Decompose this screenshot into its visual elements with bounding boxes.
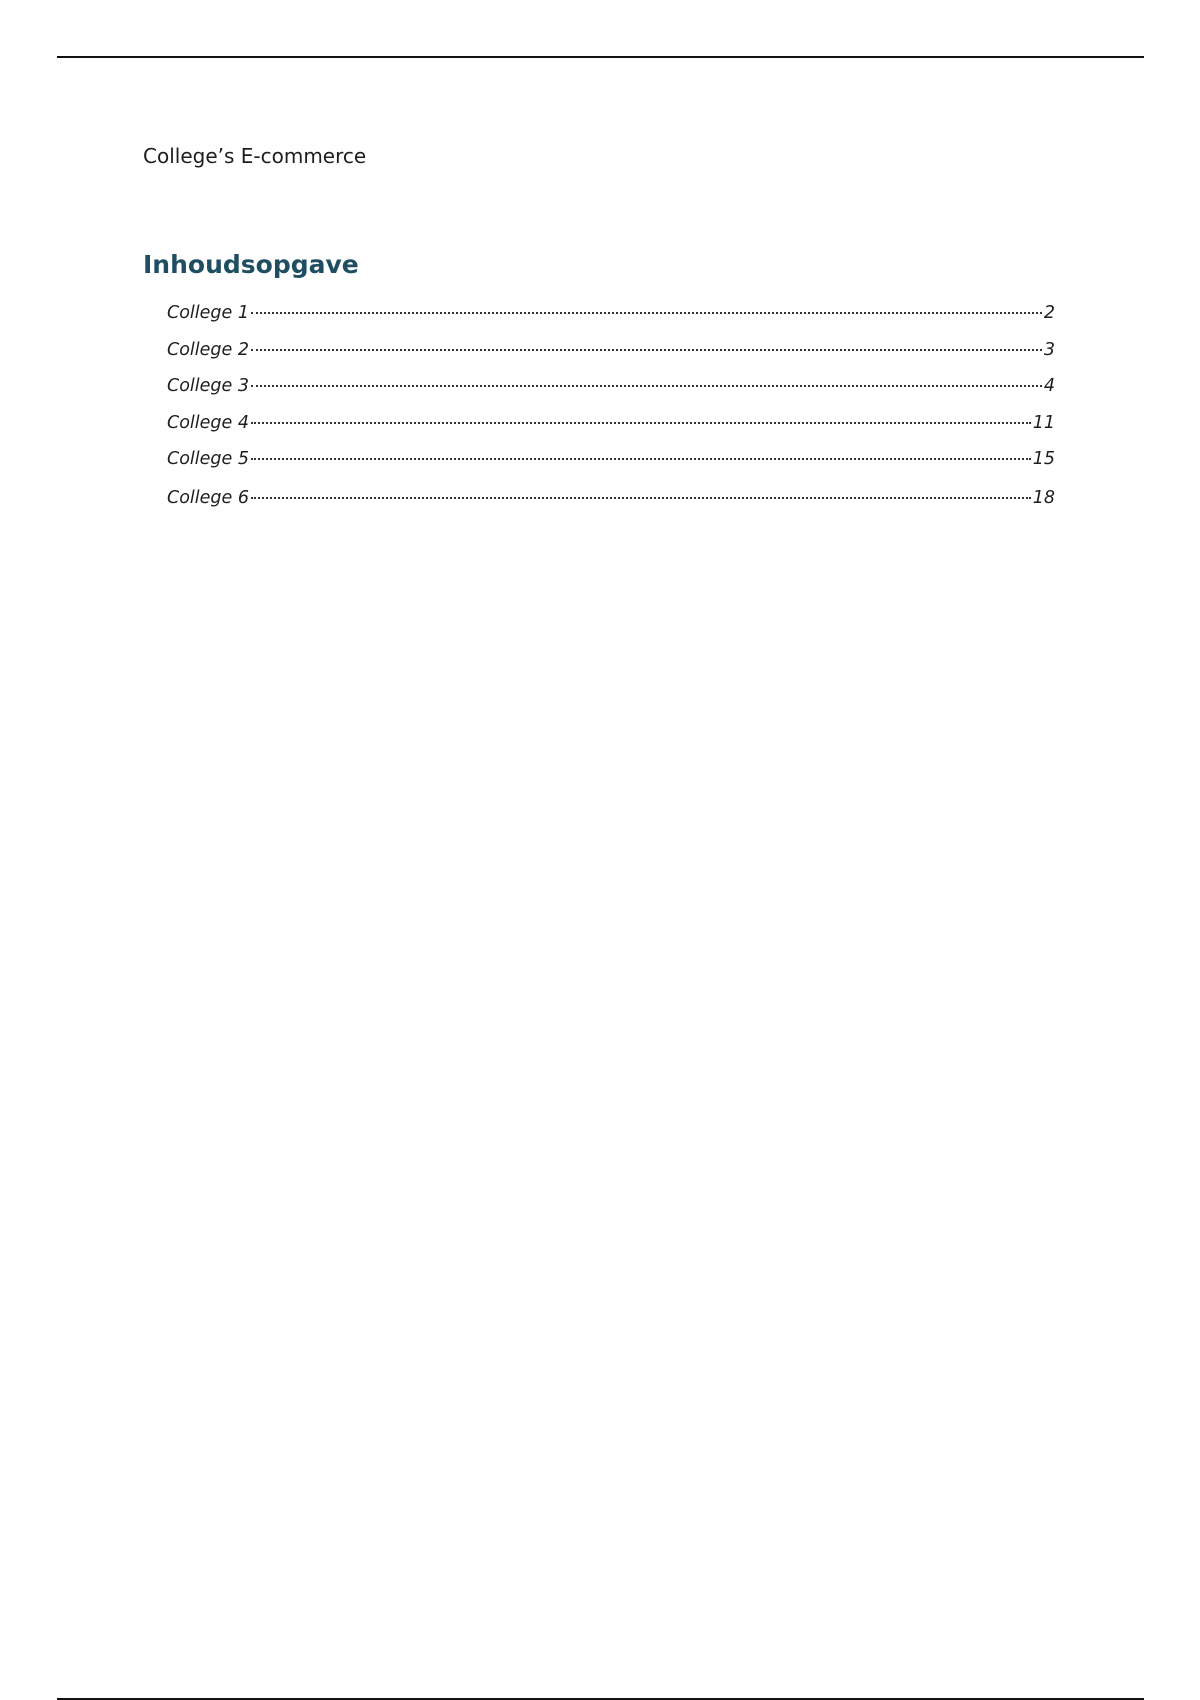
toc-dot-leader	[251, 385, 1042, 387]
toc-heading: Inhoudsopgave	[143, 250, 359, 279]
toc-dot-leader	[251, 497, 1031, 499]
toc-dot-leader	[251, 312, 1042, 314]
toc-entry-college-4[interactable]	[167, 413, 1055, 450]
toc-entry-label: College 5	[167, 449, 249, 469]
toc-entry-label: College 1	[167, 303, 249, 323]
table-of-contents	[167, 303, 1055, 524]
toc-entry-label: College 3	[167, 376, 249, 396]
toc-entry-page: 4	[1043, 376, 1055, 396]
toc-entry-college-5[interactable]	[167, 449, 1055, 486]
toc-entry-label: College 4	[167, 412, 249, 433]
document-title: College’s E-commerce	[143, 144, 367, 168]
toc-entry-college-3[interactable]	[167, 376, 1055, 413]
toc-entry-page: 11	[1032, 412, 1055, 433]
toc-entry-page: 15	[1032, 449, 1055, 469]
header-rule	[57, 56, 1144, 58]
toc-entry-label: College 6	[167, 487, 249, 508]
toc-dot-leader	[251, 458, 1031, 460]
toc-entry-label: College 2	[167, 339, 249, 360]
toc-entry-college-1[interactable]	[167, 303, 1055, 340]
toc-dot-leader	[251, 422, 1031, 424]
toc-entry-page: 2	[1043, 303, 1055, 323]
toc-dot-leader	[251, 349, 1042, 351]
toc-entry-college-2[interactable]	[167, 340, 1055, 377]
toc-entry-college-6[interactable]	[167, 488, 1055, 525]
toc-entry-page: 18	[1032, 487, 1055, 508]
toc-entry-page: 3	[1043, 339, 1055, 360]
